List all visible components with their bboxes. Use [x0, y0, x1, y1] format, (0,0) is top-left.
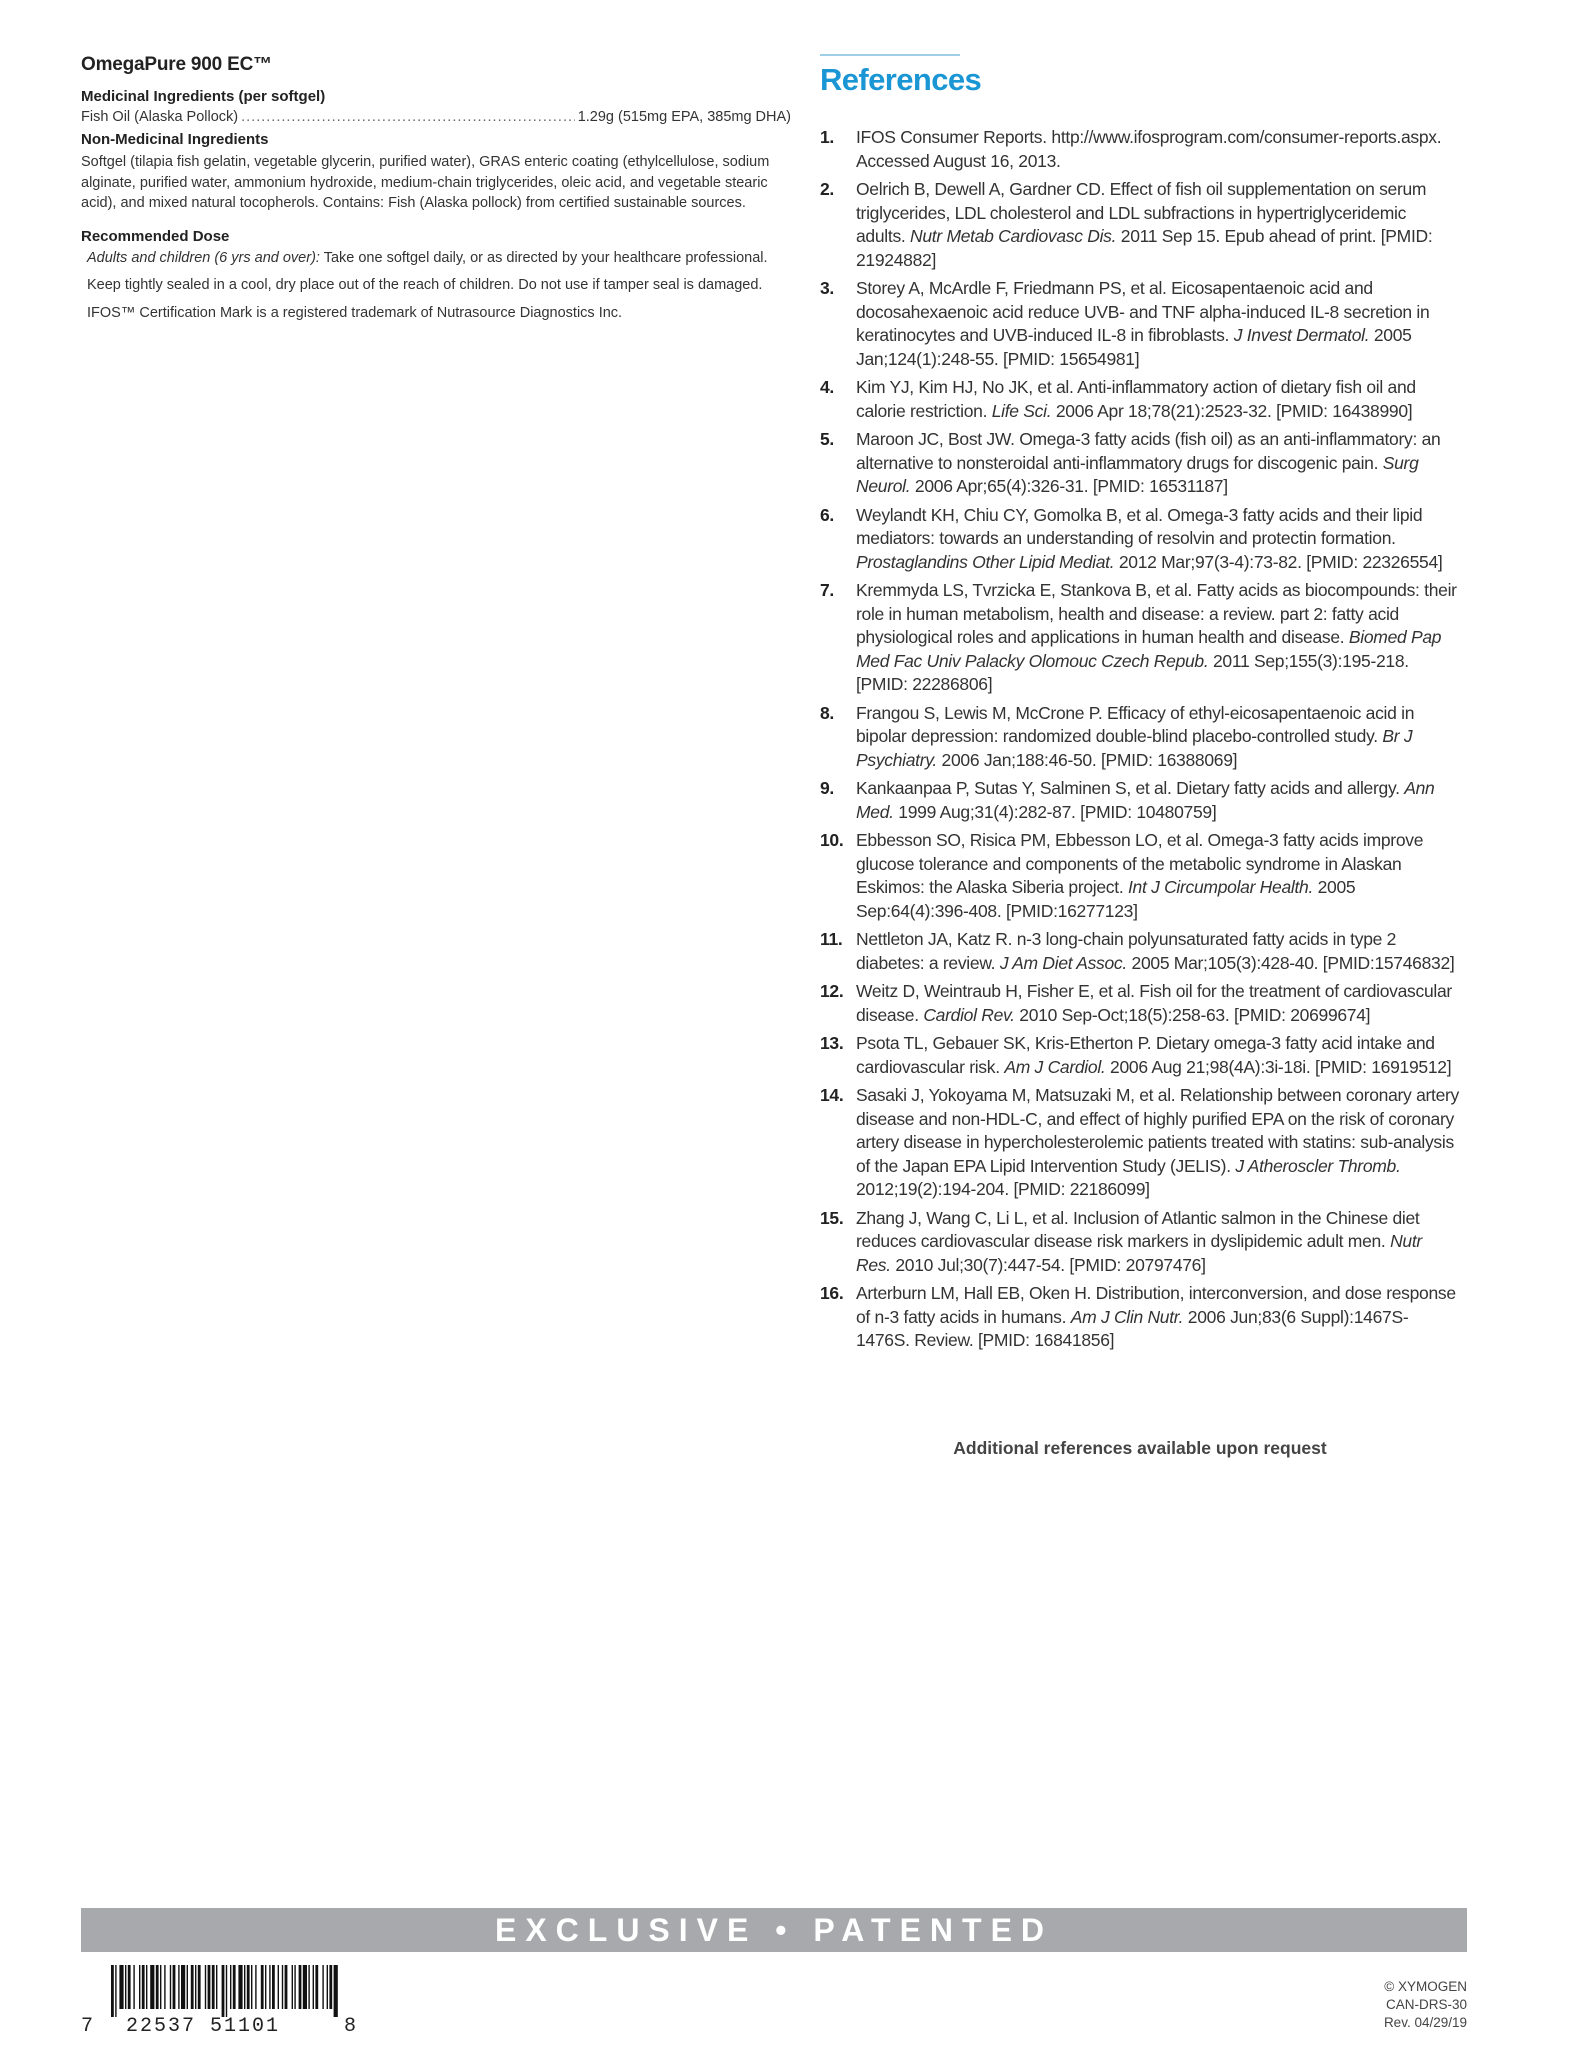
reference-item — [820, 928, 1460, 975]
reference-journal: Life Sci. — [991, 400, 1052, 421]
reference-citation: Nettleton JA, Katz R. n-3 long-chain polyunsaturated fatty acids in type 2 diabetes: a review. — [856, 929, 1397, 973]
barcode-bar — [173, 1965, 176, 2009]
barcode-bar — [282, 1965, 283, 2009]
barcode-bar — [170, 1965, 171, 2009]
references-column — [820, 54, 1460, 1358]
reference-text — [856, 1207, 1460, 1278]
reference-number: 9. — [820, 778, 834, 798]
barcode-bar — [292, 1965, 293, 2009]
leader-dots — [241, 109, 575, 125]
barcode-bar — [222, 1965, 225, 2017]
reference-journal: J Invest Dermatol. — [1233, 325, 1370, 345]
product-info-column — [81, 54, 791, 331]
barcode-bar — [226, 1965, 227, 2017]
barcode-bar — [278, 1965, 279, 2009]
reference-citation: Weitz D, Weintraub H, Fisher E, et al. Fish oil for the treatment of cardiovascular disease. — [856, 981, 1452, 1025]
ingredient-line — [81, 109, 791, 125]
reference-citation: Kankaanpaa P, Sutas Y, Salminen S, et al. Dietary fatty acids and allergy. — [856, 778, 1405, 798]
reference-number: 3. — [820, 278, 834, 298]
barcode-bar — [115, 1965, 116, 2017]
dose-text: Take one softgel daily, or as directed by your healthcare professional. — [319, 249, 768, 266]
barcode-bar — [261, 1965, 264, 2009]
reference-text — [856, 504, 1460, 575]
barcode-bar — [111, 1965, 114, 2017]
reference-item — [820, 829, 1460, 923]
reference-citation: Arterburn LM, Hall EB, Oken H. Distribution, interconversion, and dose response of n-3 fatty acids in humans. — [856, 1283, 1456, 1327]
dose-block — [81, 249, 791, 323]
recommended-dose-heading: Recommended Dose — [81, 227, 230, 245]
reference-item — [820, 1282, 1460, 1353]
reference-journal: Prostaglandins Other Lipid Mediat. — [856, 551, 1115, 572]
reference-text — [856, 126, 1460, 173]
reference-number: 15. — [820, 1207, 844, 1228]
barcode-bar — [128, 1965, 131, 2009]
reference-citation: Kim YJ, Kim HJ, No JK, et al. Anti-inflammatory action of dietary fish oil and calorie restriction. — [856, 377, 1416, 421]
dose-instructions — [87, 249, 791, 268]
reference-item — [820, 980, 1460, 1027]
reference-item — [820, 277, 1460, 371]
reference-journal: Int J Circumpolar Health. — [1127, 877, 1314, 897]
revision-date: Rev. 04/29/19 — [1383, 2015, 1467, 2030]
reference-citation: Maroon JC, Bost JW. Omega-3 fatty acids (fish oil) as an anti-inflammatory: an alternative to nonsteroidal anti-inflammatory drugs for discogenic pain. — [856, 429, 1441, 473]
reference-number: 10. — [820, 830, 844, 850]
barcode-middle-digits: 22537 51101 — [126, 2015, 281, 2038]
reference-details: 1999 Aug;31(4):282-87. [PMID: 10480759] — [893, 801, 1217, 822]
ingredient-amount: 1.29g (515mg EPA, 385mg DHA) — [577, 109, 791, 125]
reference-details: 2005 Sep:64(4):396-408. [PMID:16277123] — [856, 877, 1356, 921]
barcode-bar — [150, 1965, 154, 2009]
reference-item — [820, 1032, 1460, 1079]
references-title: References — [820, 62, 982, 97]
reference-citation: Oelrich B, Dewell A, Gardner CD. Effect of fish oil supplementation on serum triglycerides, LDL cholesterol and LDL subfractions in hypertriglyceridemic adults. — [856, 179, 1427, 246]
reference-text — [856, 579, 1460, 697]
barcode-bar — [334, 1965, 338, 2017]
barcode-bar — [299, 1965, 302, 2009]
barcode-bar — [294, 1965, 295, 2009]
reference-number: 4. — [820, 377, 834, 397]
reference-journal: Surg Neurol. — [856, 452, 1419, 496]
reference-citation: Ebbesson SO, Risica PM, Ebbesson LO, et al. Omega-3 fatty acids improve glucose tolerance and components of the metabolic syndrome in Alaskan Eskimos: the Alaska Siberia project. — [856, 830, 1424, 897]
reference-number: 8. — [820, 702, 834, 723]
reference-number: 1. — [820, 127, 834, 147]
reference-journal: Nutr Metab Cardiovasc Dis. — [910, 226, 1117, 246]
reference-text — [856, 702, 1460, 773]
barcode-bar — [322, 1965, 323, 2009]
reference-journal: Nutr Res. — [856, 1231, 1422, 1275]
barcode-bar — [198, 1965, 201, 2009]
barcode-first-digit: 7 — [81, 2015, 94, 2038]
reference-text — [856, 980, 1460, 1027]
reference-details: 2006 Jan;188:46-50. [PMID: 16388069] — [936, 749, 1238, 770]
nonmedicinal-ingredients-text: Softgel (tilapia fish gelatin, vegetable glycerin, purified water), GRAS enteric coating (ethylcellulose, sodium alginate, purified water, ammonium hydroxide, medium-chain triglycerides, oleic acid, and vegetable stearic acid), and mixed natural tocopherols. Contains: Fish (Alaska pollock) from certified sustainable sources. — [81, 154, 770, 211]
barcode-bar — [216, 1965, 217, 2009]
references-list — [820, 126, 1460, 1353]
barcode-bar — [255, 1965, 256, 2009]
reference-journal: Ann Med. — [856, 778, 1435, 822]
reference-journal: Am J Clin Nutr. — [1070, 1306, 1184, 1327]
product-title: OmegaPure 900 EC™ — [81, 54, 272, 75]
reference-details: 2010 Sep-Oct;18(5):258-63. [PMID: 20699674] — [1014, 1004, 1371, 1025]
reference-text — [856, 178, 1460, 272]
reference-citation: Weylandt KH, Chiu CY, Gomolka B, et al. Omega-3 fatty acids and their lipid mediators: towards an understanding of resolvin and protectin formation. — [856, 504, 1423, 548]
additional-references-note: Additional references available upon request — [953, 1438, 1327, 1458]
reference-details: 2010 Jul;30(7):447-54. [PMID: 20797476] — [890, 1254, 1206, 1275]
barcode-bar — [156, 1965, 159, 2009]
barcode-bar — [208, 1965, 211, 2009]
reference-citation: Kremmyda LS, Tvrzicka E, Stankova B, et al. Fatty acids as biocompounds: their role in human metabolism, health and disease: a review. part 2: fatty acid physiological roles and applications in human health and disease. — [856, 580, 1457, 647]
barcode-bar — [119, 1965, 123, 2009]
reference-item — [820, 579, 1460, 697]
reference-citation: Sasaki J, Yokoyama M, Matsuzaki M, et al. Relationship between coronary artery disease and non-HDL-C, and effect of highly purified EPA on the risk of coronary artery disease in hypercholesterolemic patients treated with statins: sub-analysis of the Japan EPA Lipid Intervention Study (JELIS). — [856, 1085, 1460, 1176]
footer-info — [1384, 1978, 1467, 2032]
reference-details: 2011 Sep 15. Epub ahead of print. [PMID: 21924882] — [856, 226, 1433, 270]
barcode-bar — [142, 1965, 145, 2009]
reference-journal: J Atheroscler Thromb. — [1235, 1155, 1401, 1176]
barcode-bar — [303, 1965, 307, 2009]
barcode-bar — [125, 1965, 126, 2009]
barcode-bar — [230, 1965, 231, 2009]
barcode-bar — [265, 1965, 266, 2009]
reference-number: 13. — [820, 1033, 844, 1053]
reference-details: 2006 Apr 18;78(21):2523-32. [PMID: 16438990] — [1051, 400, 1413, 421]
reference-journal: Am J Cardiol. — [1004, 1056, 1106, 1077]
reference-item — [820, 504, 1460, 575]
barcode-bar — [133, 1965, 134, 2009]
reference-number: 14. — [820, 1085, 844, 1105]
barcode-bars — [111, 1965, 341, 2017]
banner-text: EXCLUSIVE • PATENTED — [494, 1911, 1054, 1948]
reference-item — [820, 428, 1460, 499]
medicinal-ingredients-heading: Medicinal Ingredients (per softgel) — [81, 88, 326, 105]
reference-citation: Frangou S, Lewis M, McCrone P. Efficacy of ethyl-eicosapentaenoic acid in bipolar depression: randomized double-blind placebo-controlled study. — [856, 702, 1415, 746]
storage-instructions: Keep tightly sealed in a cool, dry place out of the reach of children. Do not use if tamper seal is damaged. — [87, 277, 763, 293]
reference-citation: Storey A, McArdle F, Friedmann PS, et al. Eicosapentaenoic acid and docosahexaenoic acid reduce UVB- and TNF alpha-induced IL-8 secretion in keratinocytes and UVB-induced IL-8 in fibroblasts. — [856, 278, 1430, 345]
barcode-bar — [313, 1965, 314, 2009]
reference-item — [820, 1207, 1460, 1278]
reference-text — [856, 829, 1460, 923]
reference-item — [820, 126, 1460, 173]
reference-citation: Zhang J, Wang C, Li L, et al. Inclusion of Atlantic salmon in the Chinese diet reduces cardiovascular disease risk markers in dyslipidemic adult men. — [856, 1207, 1420, 1251]
barcode-bar — [327, 1965, 328, 2009]
reference-details: 2012;19(2):194-204. [PMID: 22186099] — [856, 1179, 1150, 1199]
exclusive-patented-banner — [81, 1908, 1467, 1952]
barcode-bar — [238, 1965, 242, 2009]
ingredient-name: Fish Oil (Alaska Pollock) — [81, 109, 239, 125]
barcode-bar — [285, 1965, 288, 2009]
reference-details: 2006 Aug 21;98(4A):3i-18i. [PMID: 16919512] — [1105, 1056, 1452, 1077]
reference-number: 11. — [820, 929, 843, 949]
reference-item — [820, 777, 1460, 824]
reference-text — [856, 376, 1460, 423]
reference-text — [856, 1032, 1460, 1079]
barcode-bar — [244, 1965, 245, 2009]
reference-citation: IFOS Consumer Reports. http://www.ifosprogram.com/consumer-reports.aspx. Accessed August 16, 2013. — [856, 127, 1442, 171]
barcode-bar — [160, 1965, 161, 2009]
barcode-bar — [187, 1965, 188, 2009]
reference-text — [856, 1282, 1460, 1353]
barcode-bar — [139, 1965, 140, 2009]
reference-item — [820, 178, 1460, 272]
barcode-bar — [329, 1965, 332, 2009]
reference-text — [856, 928, 1460, 975]
nonmedicinal-ingredients-heading: Non-Medicinal Ingredients — [81, 131, 269, 148]
barcode-bar — [269, 1965, 270, 2009]
barcode — [81, 1965, 361, 2040]
reference-item — [820, 376, 1460, 423]
barcode-bar — [191, 1965, 194, 2009]
reference-text — [856, 277, 1460, 371]
reference-details: 2011 Sep;155(3):195-218. [PMID: 22286806] — [856, 650, 1409, 694]
references-rule — [820, 54, 960, 56]
reference-number: 7. — [820, 580, 834, 600]
reference-number: 12. — [820, 981, 844, 1001]
barcode-bar — [212, 1965, 215, 2009]
reference-details: 2005 Mar;105(3):428-40. [PMID:15746832] — [1126, 952, 1455, 973]
barcode-bar — [233, 1965, 236, 2009]
barcode-bar — [272, 1965, 275, 2009]
reference-journal: Br J Psychiatry. — [856, 726, 1413, 770]
barcode-bar — [195, 1965, 196, 2009]
reference-journal: Biomed Pap Med Fac Univ Palacky Olomouc Czech Repub. — [856, 627, 1442, 671]
barcode-bar — [178, 1965, 179, 2009]
document-code: CAN-DRS-30 — [1385, 1997, 1467, 2012]
reference-number: 2. — [820, 179, 834, 199]
barcode-bar — [164, 1965, 165, 2009]
barcode-bar — [315, 1965, 318, 2009]
barcode-bar — [205, 1965, 206, 2009]
reference-text — [856, 1084, 1460, 1202]
reference-details: 2006 Jun;83(6 Suppl):1467S-1476S. Review. [PMID: 16841856] — [856, 1306, 1409, 1350]
reference-citation: Psota TL, Gebauer SK, Kris-Etherton P. Dietary omega-3 fatty acid intake and cardiovascular risk. — [856, 1033, 1435, 1077]
reference-details: 2006 Apr;65(4):326-31. [PMID: 16531187] — [910, 476, 1228, 496]
reference-number: 16. — [820, 1283, 844, 1303]
barcode-bar — [308, 1965, 309, 2009]
reference-number: 5. — [820, 429, 834, 449]
reference-text — [856, 428, 1460, 499]
barcode-bar — [251, 1965, 252, 2009]
copyright: © XYMOGEN — [1384, 1979, 1467, 1994]
barcode-bar — [247, 1965, 250, 2009]
reference-details: 2005 Jan;124(1):248-55. [PMID: 15654981] — [856, 325, 1412, 369]
reference-text — [856, 777, 1460, 824]
reference-item — [820, 1084, 1460, 1202]
reference-item — [820, 702, 1460, 773]
reference-journal: J Am Diet Assoc. — [999, 952, 1127, 973]
barcode-last-digit: 8 — [344, 2015, 357, 2038]
reference-details: 2012 Mar;97(3-4):73-82. [PMID: 22326554] — [1114, 551, 1443, 572]
reference-number: 6. — [820, 504, 834, 525]
barcode-bar — [181, 1965, 185, 2009]
reference-journal: Cardiol Rev. — [923, 1004, 1015, 1025]
dose-lead: Adults and children (6 yrs and over): — [87, 249, 320, 266]
barcode-bar — [146, 1965, 147, 2009]
trademark-notice: IFOS™ Certification Mark is a registered trademark of Nutrasource Diagnostics Inc. — [87, 304, 623, 321]
